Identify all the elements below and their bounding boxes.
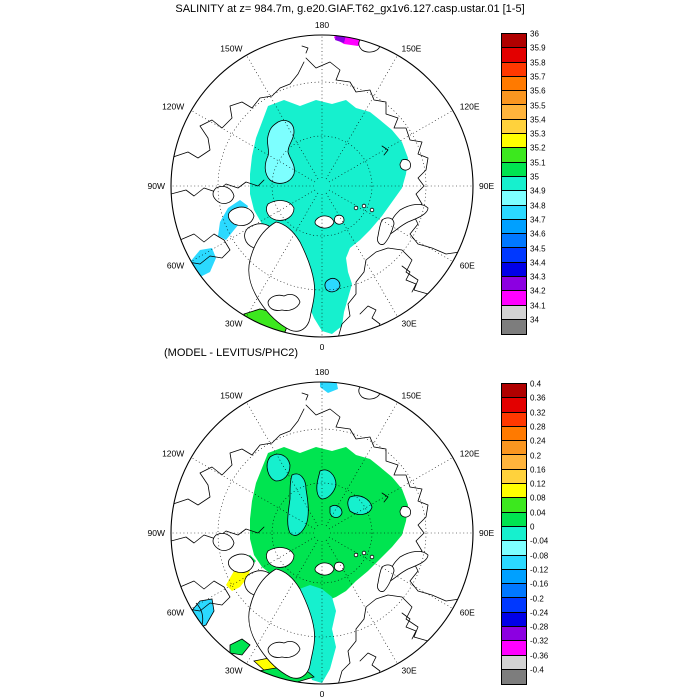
colorbar-label-0: 0 [530, 522, 535, 532]
colorbar-box-34.1 [502, 306, 526, 320]
colorbar-box-0.4 [502, 384, 526, 398]
colorbar-box--0.16 [502, 584, 526, 598]
colorbar-box-0.2 [502, 455, 526, 469]
colorbar-box-36 [502, 34, 526, 48]
lon-label-120W: 120W [162, 448, 185, 459]
colorbar-label--0.08: -0.08 [530, 551, 549, 561]
colorbar-box-34.5 [502, 248, 526, 262]
colorbar-box--0.36 [502, 656, 526, 670]
contour-denmark-strait-green [230, 639, 250, 655]
lon-label-0: 0 [319, 689, 325, 699]
colorbar-label-0.4: 0.4 [530, 379, 542, 389]
colorbar-label--0.2: -0.2 [530, 594, 544, 603]
colorbar-box--0.04 [502, 541, 526, 555]
colorbar-label-36: 36 [530, 29, 539, 39]
lon-label-120W: 120W [162, 101, 185, 112]
colorbar-label-0.16: 0.16 [530, 465, 546, 475]
colorbar-label--0.04: -0.04 [530, 536, 549, 546]
colorbar-box-35.8 [502, 63, 526, 77]
lon-label-150W: 150W [220, 390, 243, 401]
colorbar-box-35.5 [502, 105, 526, 119]
colorbar-box-35.3 [502, 134, 526, 148]
colorbar-label-34.2: 34.2 [530, 286, 546, 296]
colorbar-box-34.7 [502, 220, 526, 234]
colorbar-label--0.32: -0.32 [530, 636, 549, 646]
lon-label-60E: 60E [459, 260, 475, 271]
colorbar-box-34.6 [502, 234, 526, 248]
colorbar-label-35.1: 35.1 [530, 158, 546, 168]
colorbar-box-35 [502, 177, 526, 191]
colorbar-label-34.6: 34.6 [530, 229, 546, 239]
colorbar-label-34: 34 [530, 315, 539, 325]
colorbar-box-0.08 [502, 498, 526, 512]
lon-label-30E: 30E [401, 665, 417, 676]
colorbar-top [501, 29, 546, 335]
colorbar-box-35.4 [502, 120, 526, 134]
colorbar-label-34.3: 34.3 [530, 272, 546, 282]
colorbar-box--0.12 [502, 570, 526, 584]
lon-label-30W: 30W [225, 665, 243, 676]
colorbar-box-35.7 [502, 77, 526, 91]
colorbar-box-35.6 [502, 91, 526, 105]
colorbar-label--0.36: -0.36 [530, 651, 549, 661]
colorbar-box-34.3 [502, 277, 526, 291]
colorbar-box-35.1 [502, 163, 526, 177]
map-bottom-difference [130, 364, 510, 700]
colorbar-label--0.16: -0.16 [530, 579, 549, 589]
colorbar-box-0.32 [502, 413, 526, 427]
lon-label-60E: 60E [459, 607, 475, 618]
colorbar-label-35.6: 35.6 [530, 86, 546, 96]
colorbar-label--0.4: -0.4 [530, 665, 544, 675]
colorbar-label-34.8: 34.8 [530, 201, 546, 211]
colorbar-box-0.36 [502, 398, 526, 412]
colorbar-label-35.8: 35.8 [530, 58, 546, 68]
colorbar-label-35.9: 35.9 [530, 43, 546, 53]
colorbar-box-0.12 [502, 484, 526, 498]
lon-label-180: 180 [314, 367, 330, 377]
lon-label-0: 0 [319, 342, 325, 352]
colorbar-label--0.24: -0.24 [530, 608, 549, 618]
colorbar-label-0.2: 0.2 [530, 451, 542, 460]
colorbar-box-34.9 [502, 191, 526, 205]
colorbar-label-0.08: 0.08 [530, 493, 546, 503]
colorbar-box-0.24 [502, 441, 526, 455]
lon-label-90E: 90E [479, 528, 495, 538]
colorbar-label-0.12: 0.12 [530, 479, 546, 489]
colorbar-box-35.9 [502, 48, 526, 62]
colorbar-box--0.32 [502, 641, 526, 655]
colorbar-box-34.4 [502, 263, 526, 277]
colorbar-box-35.2 [502, 148, 526, 162]
contour-lofoten-spot [325, 278, 340, 291]
colorbar-box-34.2 [502, 291, 526, 305]
contour-basin-patch-d [330, 505, 342, 517]
colorbar-box-0 [502, 527, 526, 541]
lon-label-60W: 60W [166, 607, 185, 618]
lon-label-180: 180 [314, 20, 330, 30]
colorbar-label-34.7: 34.7 [530, 215, 546, 225]
lon-label-90E: 90E [479, 181, 495, 191]
colorbar-label-34.9: 34.9 [530, 186, 546, 196]
lon-label-150E: 150E [401, 390, 422, 401]
colorbar-box-0.04 [502, 513, 526, 527]
colorbar-label-34.5: 34.5 [530, 244, 546, 253]
colorbar-label-35: 35 [530, 172, 539, 182]
colorbar-label-0.24: 0.24 [530, 436, 546, 446]
colorbar-label-35.5: 35.5 [530, 101, 546, 110]
lon-label-150W: 150W [220, 43, 243, 54]
colorbar-label-35.2: 35.2 [530, 143, 546, 153]
colorbar-label-35.7: 35.7 [530, 72, 546, 82]
colorbar-box--0.24 [502, 613, 526, 627]
contour-labrador-cyan [188, 599, 214, 629]
colorbar-box--0.28 [502, 627, 526, 641]
colorbar-label-0.28: 0.28 [530, 422, 546, 432]
colorbar-box--0.2 [502, 598, 526, 612]
lon-label-30W: 30W [225, 318, 243, 329]
colorbar-label-0.36: 0.36 [530, 393, 546, 403]
colorbar-label-0.32: 0.32 [530, 408, 546, 418]
top-panel-title: SALINITY at z= 984.7m, g.e20.GIAF.T62_gx1v6.127.casp.ustar.01 [1-5] [175, 3, 525, 15]
colorbar-box-0.16 [502, 470, 526, 484]
bottom-panel-title: (MODEL - LEVITUS/PHC2) [164, 347, 299, 359]
colorbar-label-35.4: 35.4 [530, 115, 546, 125]
colorbar-label-34.1: 34.1 [530, 301, 546, 311]
colorbar-box-0.28 [502, 427, 526, 441]
lon-label-150E: 150E [401, 43, 422, 54]
colorbar-box--0.4 [502, 670, 526, 684]
contour-near-180-cyan [320, 379, 338, 393]
colorbar-label--0.12: -0.12 [530, 565, 549, 575]
lon-label-120E: 120E [459, 101, 480, 112]
colorbar-label-34.4: 34.4 [530, 258, 546, 268]
colorbar-bottom [501, 379, 549, 685]
lon-label-60W: 60W [166, 260, 185, 271]
contour-basin-patch-b [288, 474, 309, 535]
lon-label-90W: 90W [147, 181, 165, 191]
colorbar-label-35.3: 35.3 [530, 129, 546, 139]
lon-label-30E: 30E [401, 318, 417, 329]
lon-label-90W: 90W [147, 528, 165, 538]
colorbar-label--0.28: -0.28 [530, 622, 549, 632]
colorbar-label-0.04: 0.04 [530, 508, 546, 518]
colorbar-box-34 [502, 320, 526, 334]
lon-label-120E: 120E [459, 448, 480, 459]
map-top-salinity [130, 18, 510, 360]
colorbar-box-34.8 [502, 206, 526, 220]
colorbar-box--0.08 [502, 556, 526, 570]
